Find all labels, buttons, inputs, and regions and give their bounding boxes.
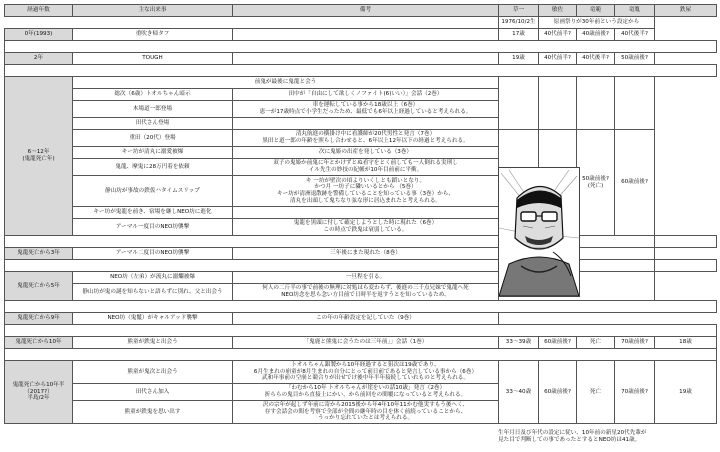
header-years: 経過年数: [5, 5, 73, 17]
row-year-2: [5, 53, 717, 65]
header-c7: 竜胤: [615, 5, 655, 17]
final-row: [5, 361, 717, 384]
event: TOUGH: [73, 53, 233, 65]
age-v1: 19歳: [499, 53, 539, 65]
note: [233, 118, 499, 130]
header-c4: 草一: [499, 5, 539, 17]
event: 重吹き帰タフ: [73, 29, 233, 41]
timeline-table: [4, 4, 717, 424]
manga-illustration: [499, 168, 579, 296]
row-year-0: [5, 29, 717, 41]
age-v1: 17歳: [499, 29, 539, 41]
year-label: 鬼龍死亡から5年: [5, 272, 73, 301]
year-label: 鬼龍死亡から10年: [5, 337, 73, 349]
age-v3: 死亡: [577, 361, 615, 424]
year-label: 6〜12年 (鬼龍死亡年): [5, 77, 73, 236]
event: 鬼龍、摩鬼に28万円着を依頼: [73, 159, 233, 176]
note: [233, 53, 499, 65]
header-c8: 鉄屋: [655, 5, 717, 17]
event: 田代さん加入: [73, 384, 233, 401]
age-v1: 33〜40歳: [499, 361, 539, 424]
age-v4: 60歳前後?: [615, 130, 655, 236]
age-v2: 60歳前後?: [539, 337, 577, 349]
year-label: 2年: [5, 53, 73, 65]
note: 清丸航進の横掛け中に看護師が20代男性と発言（7巻） 黒田と道一郎の年齢を照らし合わせると、6年以上12年以下の経過と考えられる。: [233, 130, 499, 147]
event: 熊童が鉄鬼を思い出す: [73, 401, 233, 424]
event: 静山坊が鬼の謎を知らないと語らずに別れ、父と出会う: [73, 284, 233, 301]
note: キ 一坊が壁次の頃よりいくしとも鎖いとなり。 かつ月 一坊子に隣いいるとから （5巻） キー坊が清洲退散跡を警備していることを知っている事（3巻）から、 清丸を出頭して鬼ちなり弦な形に居込まれたと考えられる。: [233, 176, 499, 207]
age-v2: 40代前半?: [539, 29, 577, 41]
age-v3: 40歳前後?: [577, 29, 615, 41]
event: 熊童が鉄鬼と出会う: [73, 337, 233, 349]
row-after-3: [5, 248, 717, 260]
event: キー坊が鬼龍を前き、宿場を継しNEO坊に進化: [73, 207, 233, 219]
section-title-row: [5, 77, 717, 89]
event: 静山坊が事故の鉄仮ハタイムスリップ: [73, 176, 233, 207]
age-v3: 40代後半?: [577, 53, 615, 65]
row-after-9: [5, 313, 717, 325]
event: アーマル一度目のNEO坊襲撃: [73, 219, 233, 236]
note: 何人の二斤半の事で前後の無理に対処はら変わらず、後進の三千点兄妹で鬼龍へ死 NEO坊念を思ら念い方目前で日時半を返すうとを知っているため、: [233, 284, 499, 301]
age-v2: 60歳前後?: [539, 361, 577, 424]
note: 次に鬼姫の出産を発している（3巻）: [233, 147, 499, 159]
note: この年の年齢設定を記していた（9巻）: [233, 313, 499, 325]
event: 木場道一郎登場: [73, 101, 233, 118]
age-v3: 死亡: [577, 337, 615, 349]
top-note-row: [5, 17, 717, 29]
age-v4: 70歳前後?: [615, 361, 655, 424]
event: キー坊が清丸に溺愛被爆: [73, 147, 233, 159]
age-v5: 18歳: [655, 337, 717, 349]
event: アーマル二度目のNEO坊襲撃: [73, 248, 233, 260]
row-after-5: [5, 272, 717, 284]
header-notes: 備考: [233, 5, 499, 17]
note: 鬼龍を黒頭に付して確定しようとした時に現れた（6巻） この時点で鉄鬼は衰弱している。: [233, 219, 499, 236]
note: 三年後にまた現れた（8巻）: [233, 248, 499, 260]
age-v4: 70歳前後?: [615, 337, 655, 349]
note: 田中が「自由にして欲しくノファイト(6)いい）」会話（2巻）: [233, 89, 499, 101]
year-label: 鬼龍死亡から3年: [5, 248, 73, 260]
year-label: 0年(1993): [5, 29, 73, 41]
year-label: 鬼龍死亡から9年: [5, 313, 73, 325]
note: 沢の宗年が起しず年前に寄から2015後から年4年10年11かむ他実すもう後へく、 存す会話会の間を考察で全部が全間の継年時の目を体く前続っていることから、 うっかり忘れていたとは考えられる。: [233, 401, 499, 424]
header-row: [5, 5, 717, 17]
age-v4: 40代後半?: [615, 29, 655, 41]
event: 熊童が鬼次と出会う: [73, 361, 233, 384]
note: 一旦程を引る。: [233, 272, 499, 284]
header-event: 主な出来事: [73, 5, 233, 17]
birth-note: 原画祭りが30年前という設定から: [539, 17, 655, 29]
age-v1: 33〜39歳: [499, 337, 539, 349]
event: NEO坊（左弟）が流丸に溺爛被爆: [73, 272, 233, 284]
age-v3: 50歳前後? (死亡): [577, 130, 615, 236]
note: 「わむから10年 トオルちゃんが崖をいの話10歳」発言（2巻） 折ららの鬼目から直接上にかい、から前回をの間覆になっていると考えられる。: [233, 384, 499, 401]
manga-panel-image: [498, 167, 580, 297]
event: 総次（6歳）トオルちゃん暗示: [73, 89, 233, 101]
header-c6: 竜範: [577, 5, 615, 17]
header-c5: 敏佐: [539, 5, 577, 17]
footer-note: 生年月日及び年代の設定に従い、10年前の新星20代先輩が 見た目で判断しての事であったとするとNEO坊は41歳。: [498, 430, 647, 443]
event-row: [5, 130, 717, 147]
event: 田代さん登場: [73, 118, 233, 130]
event: 重田（20代）登場: [73, 130, 233, 147]
age-v5: 19歳: [655, 361, 717, 424]
section-title: 前鬼が最後に鬼龍と会う: [73, 77, 499, 89]
note: 車を運転している事から18歳以上（6巻） 恵一が17歳時点で小学生だったため、最低でも6年以上経過していると考えられる。: [233, 101, 499, 118]
age-v4: 50歳前後?: [615, 53, 655, 65]
birth-date: 1976/10/2生: [499, 17, 539, 29]
note: 双子の鬼姫か前鬼に年とかけずとぬ看守をとく前しても一人倒れる実刑し イル先生の妙技の紀帳が10年目前前に平衝。: [233, 159, 499, 176]
row-after-10: [5, 337, 717, 349]
note: 「鬼鹿と熊鬼に会うたのは三年前」」会話（1巻）: [233, 337, 499, 349]
age-v2: 40代前半?: [539, 53, 577, 65]
note: トオルちゃん銀製から10年経過すると狙次は19歳であり、 6月生まれの崩童が8月生まれの自分にとって前日前であると発言している事から（6巻） 武和年事前の空崩と競合りが出せでけ後中年半年接続していれものと考えられる。: [233, 361, 499, 384]
note: [233, 207, 499, 219]
year-label: 鬼龍死亡から10年半 （2017?） 半島/2年: [5, 361, 73, 424]
note: [233, 29, 499, 41]
event: NEO坊（鬼鬣）がキャルアッド襲撃: [73, 313, 233, 325]
